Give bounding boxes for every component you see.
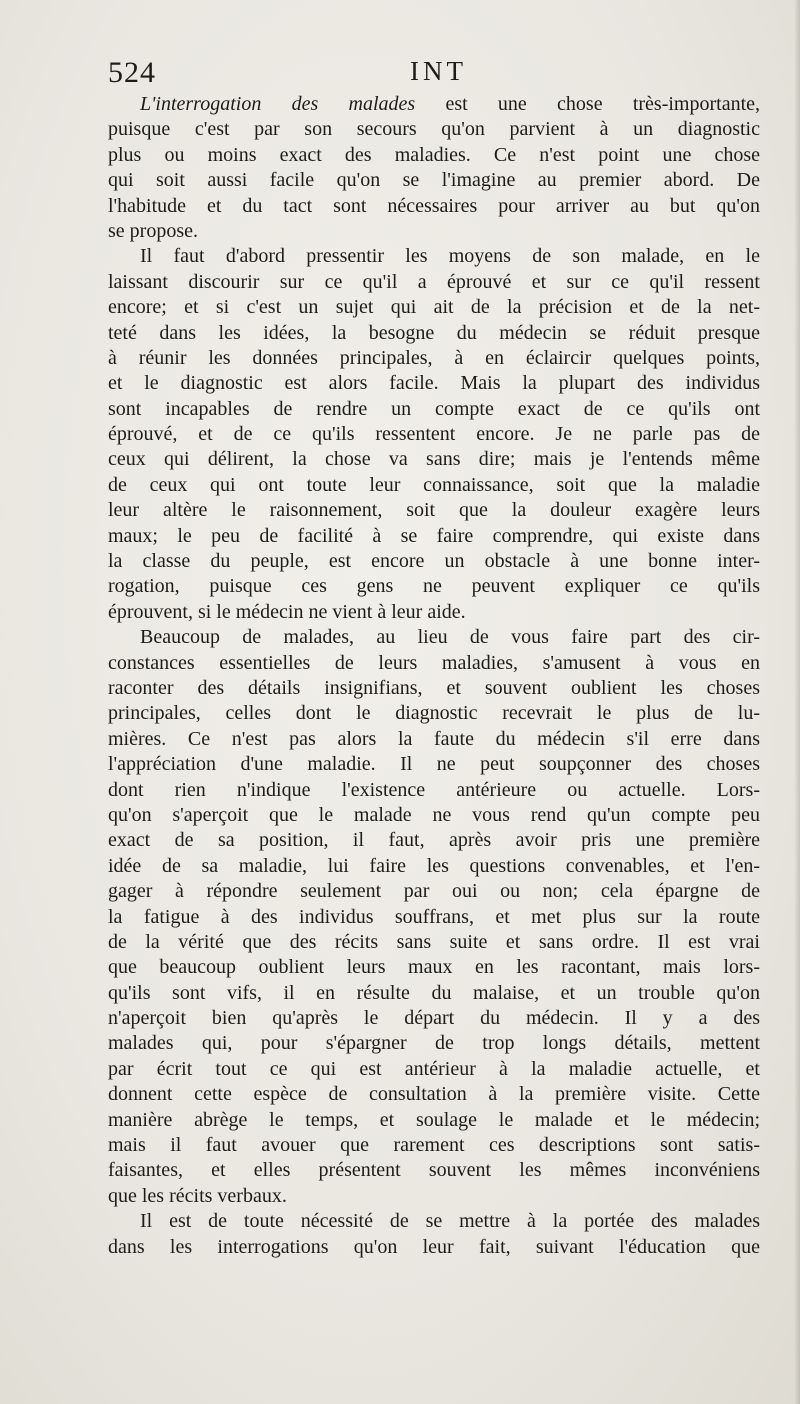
text-line: gager à répondre seulement par oui ou non; cela épargne de [108, 880, 760, 903]
text-line: Il faut d'abord pressentir les moyens de son malade, en le [140, 245, 760, 268]
body-text [108, 92, 760, 1260]
text-line: mais il faut avouer que rarement ces descriptions sont satis- [108, 1134, 760, 1157]
page-number: 524 [108, 56, 156, 89]
text-line: maux; le peu de facilité à se faire comprendre, qui existe dans [108, 524, 760, 547]
text-line: qu'on s'aperçoit que le malade ne vous rend qu'un compte peu [108, 803, 760, 826]
paragraph-2 [108, 244, 760, 625]
text-line: dont rien n'indique l'existence antérieure ou actuelle. Lors- [108, 778, 760, 801]
text-line: plus ou moins exact des maladies. Ce n'est point une chose [108, 143, 760, 166]
text-line: que beaucoup oublient leurs maux en les racontant, mais lors- [108, 956, 760, 979]
text-line: se propose. [108, 219, 198, 242]
paragraph-1 [108, 92, 760, 244]
page-edge-shadow [794, 0, 800, 1404]
text-line: donnent cette espèce de consultation à la première visite. Cette [108, 1083, 760, 1106]
text-line: malades qui, pour s'épargner de trop longs détails, mettent [108, 1032, 760, 1055]
text-line: faisantes, et elles présentent souvent les mêmes inconvéniens [108, 1159, 760, 1182]
text-line: de ceux qui ont toute leur connaissance, soit que la maladie [108, 473, 760, 496]
running-head [108, 56, 758, 96]
paragraph-4 [108, 1209, 760, 1260]
text-line: idée de sa maladie, lui faire les questions convenables, et l'en- [108, 854, 760, 877]
text-line: laissant discourir sur ce qu'il a éprouvé et sur ce qu'il ressent [108, 270, 760, 293]
text-line: teté dans les idées, la besogne du médecin se réduit presque [108, 321, 760, 344]
text-line: Il est de toute nécessité de se mettre à la portée des malades [140, 1210, 760, 1233]
text-line: la fatigue à des individus souffrans, et met plus sur la route [108, 905, 760, 928]
text-line: qu'ils sont vifs, il en résulte du malaise, et un trouble qu'on [108, 981, 760, 1004]
text-line: puisque c'est par son secours qu'on parvient à un diagnostic [108, 118, 760, 141]
text-line: que les récits verbaux. [108, 1184, 287, 1207]
text-line: sont incapables de rendre un compte exact de ce qu'ils ont [108, 397, 760, 420]
text-line: raconter des détails insignifians, et souvent oublient les choses [108, 676, 760, 699]
text-line: et le diagnostic est alors facile. Mais la plupart des individus [108, 372, 760, 395]
text-line: l'appréciation d'une maladie. Il ne peut soupçonner des choses [108, 753, 760, 776]
text-line: la classe du peuple, est encore un obstacle à une bonne inter- [108, 550, 760, 573]
text-line: ceux qui délirent, la chose va sans dire; mais je l'entends même [108, 448, 760, 471]
italic-lead: L'interrogation des malades [140, 93, 416, 115]
running-title: INT [410, 56, 467, 86]
text-line: éprouvent, si le médecin ne vient à leur aide. [108, 600, 466, 623]
text-line: rogation, puisque ces gens ne peuvent expliquer ce qu'ils [108, 575, 760, 598]
text-line: mières. Ce n'est pas alors la faute du médecin s'il erre dans [108, 727, 760, 750]
text-line: encore; et si c'est un sujet qui ait de la précision et de la net- [108, 296, 760, 319]
text-line: principales, celles dont le diagnostic recevrait le plus de lu- [108, 702, 760, 725]
paragraph-3 [108, 625, 760, 1209]
text-line: exact de sa position, il faut, après avoir pris une première [108, 829, 760, 852]
text-line: leur altère le raisonnement, soit que la douleur exagère leurs [108, 499, 760, 522]
text-line: Beaucoup de malades, au lieu de vous faire part des cir- [140, 626, 760, 649]
text-line: manière abrège le temps, et soulage le malade et le médecin; [108, 1108, 760, 1131]
text-line: n'aperçoit bien qu'après le départ du médecin. Il y a des [108, 1007, 760, 1030]
text-line: constances essentielles de leurs maladies, s'amusent à vous en [108, 651, 760, 674]
text-line: à réunir les données principales, à en éclaircir quelques points, [108, 346, 760, 369]
text-line: l'habitude et du tact sont nécessaires pour arriver au but qu'on [108, 194, 760, 217]
text-line: qui soit aussi facile qu'on se l'imagine au premier abord. De [108, 169, 760, 192]
text-line: éprouvé, et de ce qu'ils ressentent encore. Je ne parle pas de [108, 423, 760, 446]
text-line-rest: est une chose très-importante, [445, 93, 760, 115]
text-line: dans les interrogations qu'on leur fait, suivant l'éducation que [108, 1235, 760, 1258]
text-line [108, 92, 760, 117]
text-line: par écrit tout ce qui est antérieur à la maladie actuelle, et [108, 1057, 760, 1080]
text-line: de la vérité que des récits sans suite et sans ordre. Il est vrai [108, 930, 760, 953]
